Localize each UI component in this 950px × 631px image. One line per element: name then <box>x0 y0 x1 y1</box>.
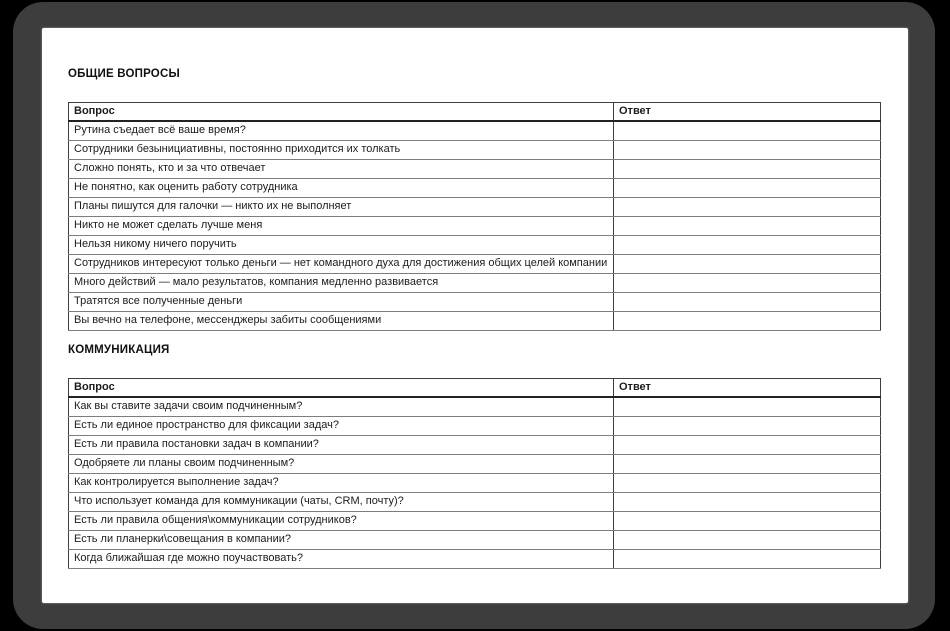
table-row <box>69 217 881 236</box>
question-cell: Никто не может сделать лучше меня <box>69 217 614 236</box>
question-cell: Тратятся все полученные деньги <box>69 293 614 312</box>
question-cell: Вы вечно на телефоне, мессенджеры забиты сообщениями <box>69 312 614 331</box>
table-row <box>69 493 881 512</box>
table-row <box>69 312 881 331</box>
table-row <box>69 141 881 160</box>
answer-cell[interactable] <box>614 455 881 474</box>
table-row <box>69 274 881 293</box>
answer-cell[interactable] <box>614 198 881 217</box>
question-cell: Есть ли единое пространство для фиксации задач? <box>69 417 614 436</box>
question-cell: Что использует команда для коммуникации (чаты, CRM, почту)? <box>69 493 614 512</box>
answer-cell[interactable] <box>614 474 881 493</box>
question-cell: Одобряете ли планы своим подчиненным? <box>69 455 614 474</box>
table-row <box>69 236 881 255</box>
answer-cell[interactable] <box>614 217 881 236</box>
qa-table <box>68 102 881 331</box>
answer-column-header: Ответ <box>614 103 881 122</box>
answer-cell[interactable] <box>614 293 881 312</box>
answer-cell[interactable] <box>614 397 881 417</box>
answer-cell[interactable] <box>614 312 881 331</box>
question-cell: Много действий — мало результатов, компания медленно развивается <box>69 274 614 293</box>
table-row <box>69 550 881 569</box>
table-row <box>69 455 881 474</box>
question-cell: Как контролируется выполнение задач? <box>69 474 614 493</box>
table-row <box>69 160 881 179</box>
table-row <box>69 531 881 550</box>
qa-table <box>68 378 881 569</box>
document <box>42 28 908 603</box>
section <box>68 68 882 331</box>
answer-cell[interactable] <box>614 179 881 198</box>
answer-cell[interactable] <box>614 436 881 455</box>
question-column-header: Вопрос <box>69 103 614 122</box>
answer-cell[interactable] <box>614 531 881 550</box>
table-row <box>69 417 881 436</box>
answer-column-header: Ответ <box>614 379 881 398</box>
question-cell: Есть ли правила постановки задач в компании? <box>69 436 614 455</box>
table-row <box>69 198 881 217</box>
question-cell: Нельзя никому ничего поручить <box>69 236 614 255</box>
answer-cell[interactable] <box>614 255 881 274</box>
table-row <box>69 121 881 141</box>
table-header-row <box>69 379 881 398</box>
answer-cell[interactable] <box>614 274 881 293</box>
question-cell: Рутина съедает всё ваше время? <box>69 121 614 141</box>
question-cell: Планы пишутся для галочки — никто их не выполняет <box>69 198 614 217</box>
question-cell: Есть ли планерки\совещания в компании? <box>69 531 614 550</box>
section <box>68 344 882 569</box>
question-cell: Сложно понять, кто и за что отвечает <box>69 160 614 179</box>
table-row <box>69 512 881 531</box>
question-column-header: Вопрос <box>69 379 614 398</box>
question-cell: Есть ли правила общения\коммуникации сотрудников? <box>69 512 614 531</box>
question-cell: Сотрудники безынициативны, постоянно приходится их толкать <box>69 141 614 160</box>
table-row <box>69 255 881 274</box>
table-row <box>69 397 881 417</box>
table-row <box>69 293 881 312</box>
answer-cell[interactable] <box>614 141 881 160</box>
question-cell: Когда ближайшая где можно поучаствовать? <box>69 550 614 569</box>
answer-cell[interactable] <box>614 160 881 179</box>
table-row <box>69 179 881 198</box>
table-row <box>69 474 881 493</box>
section-title: КОММУНИКАЦИЯ <box>68 344 170 356</box>
dark-frame <box>13 2 935 629</box>
answer-cell[interactable] <box>614 236 881 255</box>
answer-cell[interactable] <box>614 550 881 569</box>
question-cell: Не понятно, как оценить работу сотрудника <box>69 179 614 198</box>
question-cell: Как вы ставите задачи своим подчиненным? <box>69 397 614 417</box>
answer-cell[interactable] <box>614 121 881 141</box>
table-header-row <box>69 103 881 122</box>
answer-cell[interactable] <box>614 493 881 512</box>
answer-cell[interactable] <box>614 512 881 531</box>
table-row <box>69 436 881 455</box>
answer-cell[interactable] <box>614 417 881 436</box>
section-title: ОБЩИЕ ВОПРОСЫ <box>68 68 180 80</box>
question-cell: Сотрудников интересуют только деньги — нет командного духа для достижения общих целей компании <box>69 255 614 274</box>
